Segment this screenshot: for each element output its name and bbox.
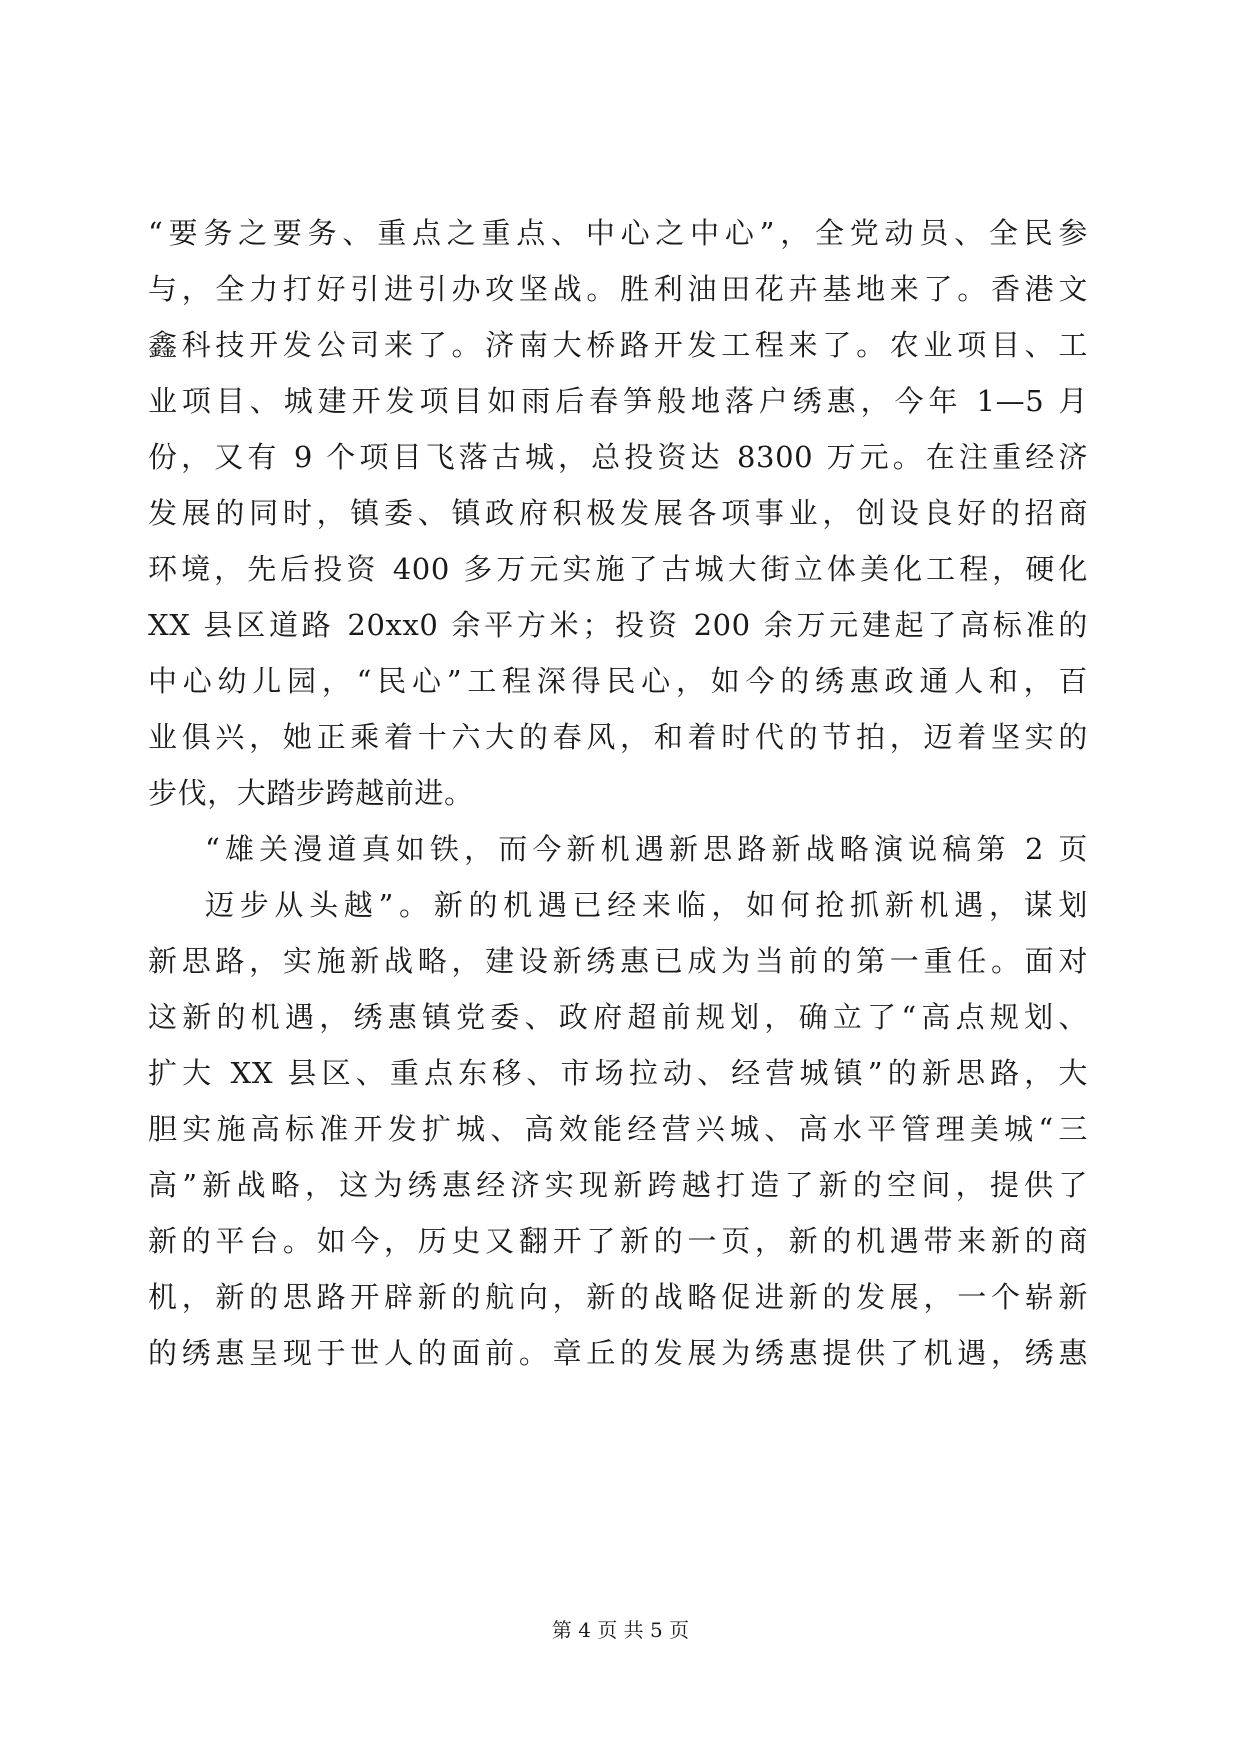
body-text-line: 新思路，实施新战略，建设新绣惠已成为当前的第一重任。面对 bbox=[148, 944, 1088, 978]
body-text-line: 胆实施高标准开发扩城、高效能经营兴城、高水平管理美城“三 bbox=[148, 1112, 1088, 1146]
body-text-line: 这新的机遇，绣惠镇党委、政府超前规划，确立了“高点规划、 bbox=[148, 1000, 1088, 1034]
body-text-line: 高”新战略，这为绣惠经济实现新跨越打造了新的空间，提供了 bbox=[148, 1168, 1088, 1202]
body-text-line: 的绣惠呈现于世人的面前。章丘的发展为绣惠提供了机遇，绣惠 bbox=[148, 1336, 1088, 1370]
body-text-line: 份，又有 9 个项目飞落古城，总投资达 8300 万元。在注重经济 bbox=[148, 440, 1088, 474]
body-text-line: 迈步从头越”。新的机遇已经来临，如何抢抓新机遇，谋划 bbox=[205, 888, 1088, 922]
body-text-line: 环境，先后投资 400 多万元实施了古城大街立体美化工程，硬化 bbox=[148, 552, 1088, 586]
body-text-line: “雄关漫道真如铁，而今新机遇新思路新战略演说稿第 2 页 bbox=[205, 832, 1088, 866]
body-text-line: 鑫科技开发公司来了。济南大桥路开发工程来了。农业项目、工 bbox=[148, 328, 1088, 362]
body-text-line: 业项目、城建开发项目如雨后春笋般地落户绣惠，今年 1—5 月 bbox=[148, 384, 1088, 418]
body-text-line: 扩大 XX 县区、重点东移、市场拉动、经营城镇”的新思路，大 bbox=[148, 1056, 1088, 1090]
body-text-line: 新的平台。如今，历史又翻开了新的一页，新的机遇带来新的商 bbox=[148, 1224, 1088, 1258]
page-footer: 第 4 页 共 5 页 bbox=[551, 1618, 690, 1642]
body-text-line: 步伐，大踏步跨越前进。 bbox=[148, 776, 474, 810]
body-text-line: 发展的同时，镇委、镇政府积极发展各项事业，创设良好的招商 bbox=[148, 496, 1088, 530]
body-text-line: 机，新的思路开辟新的航向，新的战略促进新的发展，一个崭新 bbox=[148, 1280, 1088, 1314]
body-text-line: 与，全力打好引进引办攻坚战。胜利油田花卉基地来了。香港文 bbox=[148, 272, 1088, 306]
body-text-line: XX 县区道路 20xx0 余平方米；投资 200 余万元建起了高标准的 bbox=[148, 608, 1088, 642]
body-text-line: 中心幼儿园，“民心”工程深得民心，如今的绣惠政通人和，百 bbox=[148, 664, 1088, 698]
body-text-line: 业俱兴，她正乘着十六大的春风，和着时代的节拍，迈着坚实的 bbox=[148, 720, 1088, 754]
body-text-line: “要务之要务、重点之重点、中心之中心”，全党动员、全民参 bbox=[148, 216, 1088, 250]
